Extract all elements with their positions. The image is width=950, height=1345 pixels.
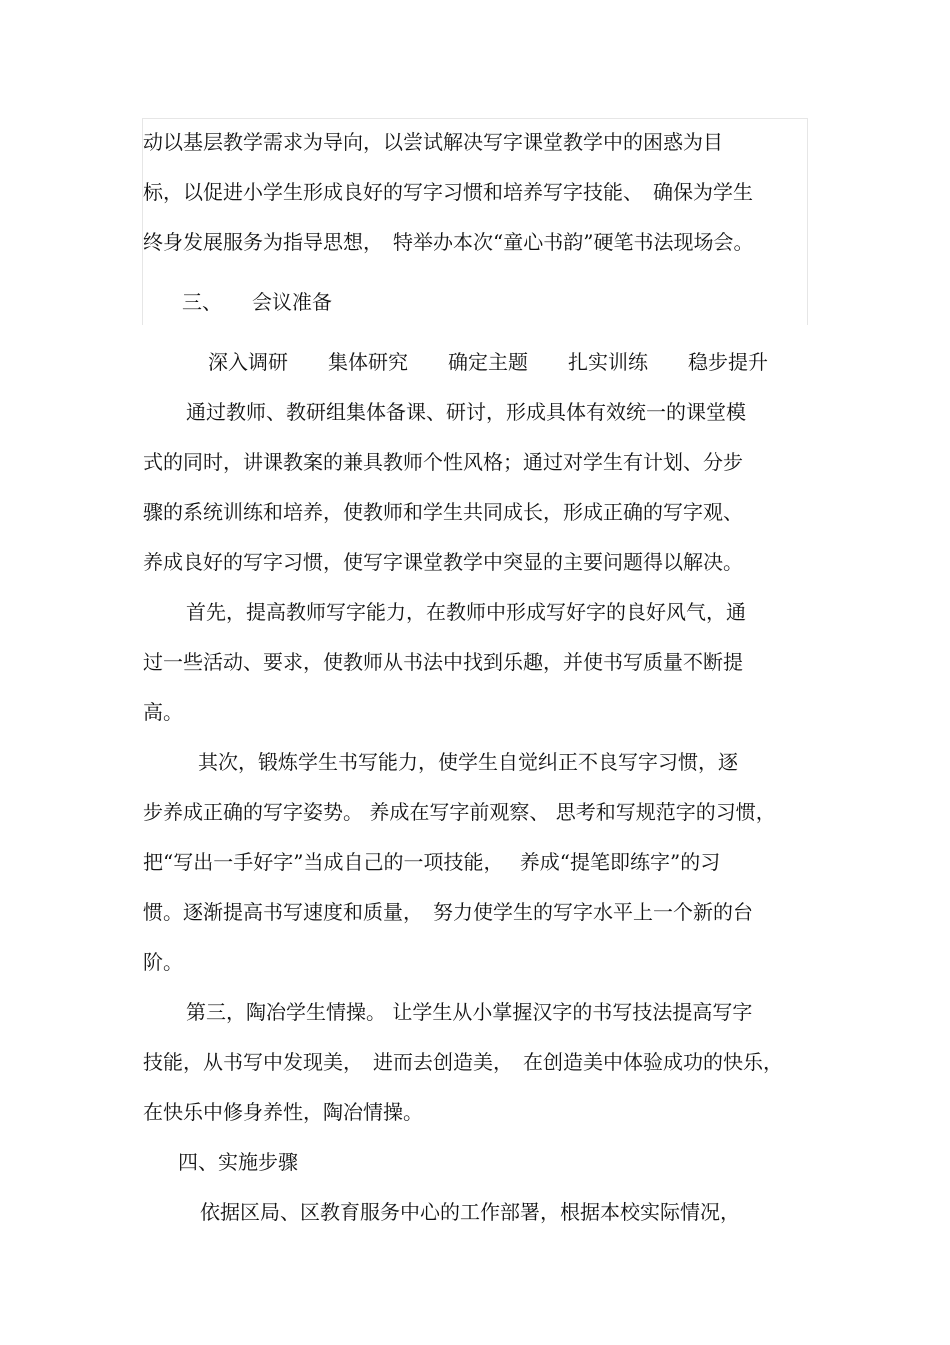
paragraph-3-line-2: 步养成正确的写字姿势。 养成在写字前观察、 思考和写规范字的习惯， (143, 800, 776, 824)
paragraph-1-line-2: 式的同时，讲课教案的兼具教师个性风格；通过对学生有计划、分步 (143, 450, 743, 474)
paragraph-4-line-2: 技能，从书写中发现美， 进而去创造美， 在创造美中体验成功的快乐， (143, 1050, 783, 1074)
paragraph-3-line-1: 其次，锻炼学生书写能力，使学生自觉纠正不良写字习惯，逐 (198, 750, 738, 774)
section-3-subheading: 深入调研 集体研究 确定主题 扎实训练 稳步提升 (208, 350, 768, 374)
paragraph-2-line-3: 高。 (143, 700, 183, 724)
intro-line-2: 标，以促进小学生形成良好的写字习惯和培养写字技能、 确保为学生 (143, 180, 753, 204)
intro-line-3: 终身发展服务为指导思想， 特举办本次“童心书韵”硬笔书法现场会。 (143, 230, 754, 254)
paragraph-2-line-2: 过一些活动、要求，使教师从书法中找到乐趣，并使书写质量不断提 (143, 650, 743, 674)
paragraph-2-line-1: 首先，提高教师写字能力，在教师中形成写好字的良好风气，通 (186, 600, 746, 624)
paragraph-3-line-5: 阶。 (143, 950, 183, 974)
section-4-paragraph-line-1: 依据区局、区教育服务中心的工作部署，根据本校实际情况， (200, 1200, 740, 1224)
section-3-heading: 三、 会议准备 (182, 290, 332, 314)
paragraph-3-line-3: 把“写出一手好字”当成自己的一项技能， 养成“提笔即练字”的习 (143, 850, 721, 874)
section-4-heading: 四、实施步骤 (178, 1150, 298, 1174)
paragraph-3-line-4: 惯。逐渐提高书写速度和质量， 努力使学生的写字水平上一个新的台 (143, 900, 753, 924)
paragraph-4-line-1: 第三，陶冶学生情操。 让学生从小掌握汉字的书写技法提高写字 (186, 1000, 753, 1024)
intro-line-1: 动以基层教学需求为导向，以尝试解决写字课堂教学中的困惑为目 (143, 130, 723, 154)
paragraph-1-line-1: 通过教师、教研组集体备课、研讨，形成具体有效统一的课堂模 (186, 400, 746, 424)
paragraph-1-line-3: 骤的系统训练和培养，使教师和学生共同成长，形成正确的写字观、 (143, 500, 743, 524)
paragraph-1-line-4: 养成良好的写字习惯，使写字课堂教学中突显的主要问题得以解决。 (143, 550, 743, 574)
paragraph-4-line-3: 在快乐中修身养性，陶冶情操。 (143, 1100, 423, 1124)
